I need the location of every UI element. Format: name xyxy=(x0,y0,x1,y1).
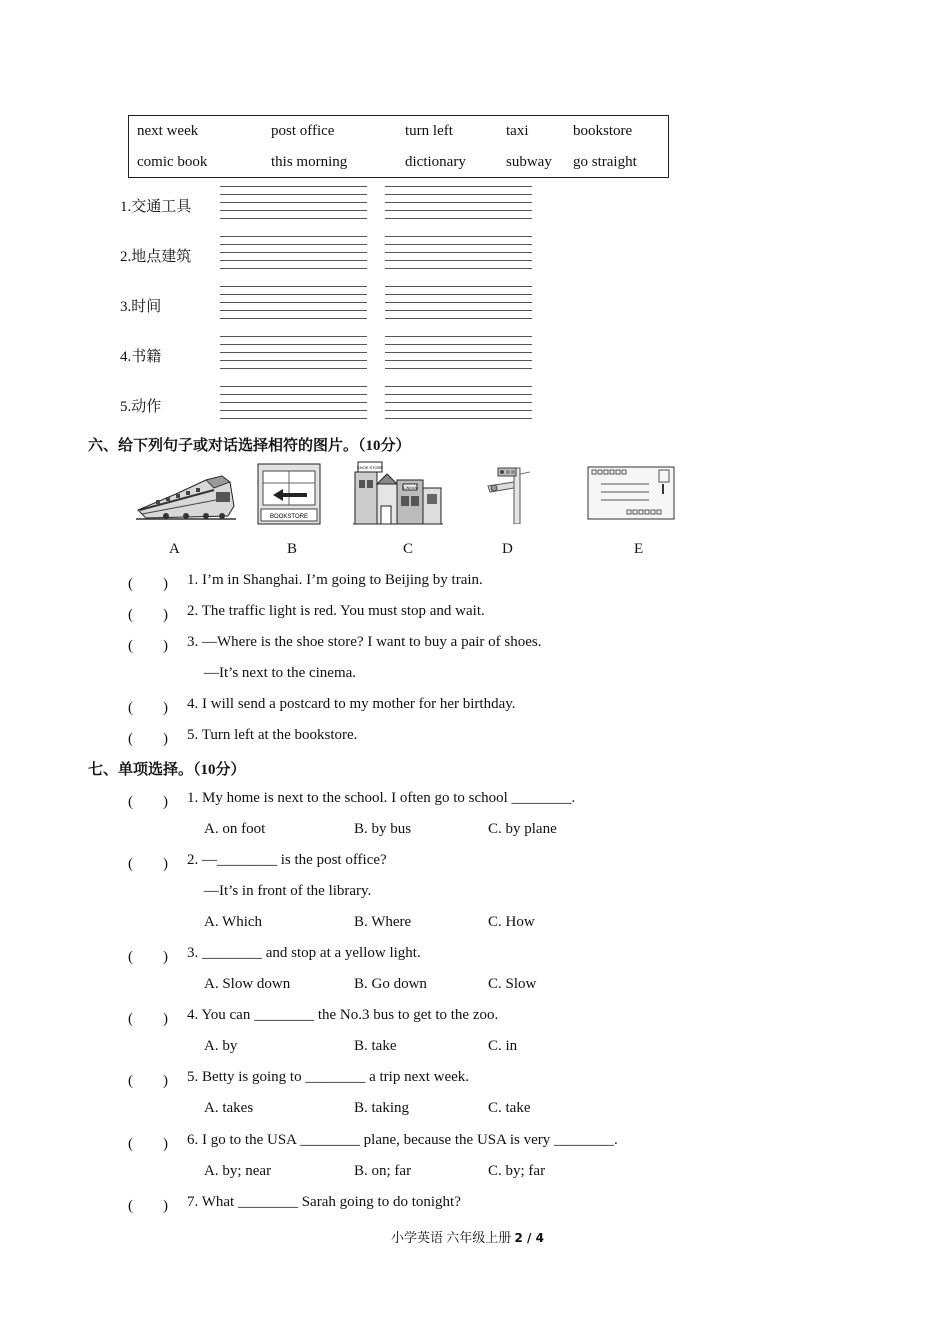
category-time: 3.时间 xyxy=(120,299,162,315)
answer-blank[interactable]: ( ) xyxy=(128,1136,168,1152)
s6-item-3-reply: —It’s next to the cinema. xyxy=(204,665,357,681)
answer-line xyxy=(385,294,532,295)
answer-blank[interactable]: ( ) xyxy=(128,700,168,716)
shoe-store-sign: SHOE STORE xyxy=(356,465,384,470)
answer-line xyxy=(385,318,532,319)
answer-line xyxy=(220,186,367,187)
s6-item-3: 3. —Where is the shoe store? I want to buy a pair of shoes. xyxy=(187,634,542,650)
cinema-sign: CINEMA xyxy=(403,486,417,490)
answer-line xyxy=(385,410,532,411)
answer-line xyxy=(220,368,367,369)
answer-line xyxy=(385,310,532,311)
answer-line xyxy=(220,410,367,411)
answer-line xyxy=(220,336,367,337)
answer-line xyxy=(385,260,532,261)
train-picture xyxy=(136,466,236,522)
answer-line xyxy=(220,318,367,319)
answer-line xyxy=(220,210,367,211)
answer-line xyxy=(385,218,532,219)
picture-label-d: D xyxy=(502,541,513,557)
word-post-office: post office xyxy=(271,123,335,139)
answer-line xyxy=(220,418,367,419)
s7-q4: 4. You can ________ the No.3 bus to get to the zoo. xyxy=(187,1007,499,1023)
answer-line xyxy=(220,402,367,403)
answer-line xyxy=(220,244,367,245)
answer-line xyxy=(220,194,367,195)
answer-line-group[interactable] xyxy=(385,386,532,426)
category-books: 4.书籍 xyxy=(120,349,162,365)
s7-q5-option-a: A. takes xyxy=(204,1100,254,1116)
answer-line xyxy=(385,368,532,369)
answer-line xyxy=(220,202,367,203)
section6-title: 六、给下列句子或对话选择相符的图片。（10分） xyxy=(88,438,411,454)
answer-line xyxy=(220,310,367,311)
answer-line xyxy=(220,218,367,219)
answer-line xyxy=(220,302,367,303)
answer-line xyxy=(385,360,532,361)
shoe-store-picture xyxy=(353,460,443,526)
s7-q2-option-b: B. Where xyxy=(354,914,412,930)
category-actions: 5.动作 xyxy=(120,399,162,415)
answer-line xyxy=(220,352,367,353)
word-turn-left: turn left xyxy=(405,123,453,139)
answer-line xyxy=(385,194,532,195)
s7-q3: 3. ________ and stop at a yellow light. xyxy=(187,945,421,961)
answer-line xyxy=(220,394,367,395)
answer-line xyxy=(220,286,367,287)
answer-line xyxy=(385,418,532,419)
word-go-straight: go straight xyxy=(573,154,637,170)
answer-blank[interactable]: ( ) xyxy=(128,794,168,810)
page-footer xyxy=(391,1227,544,1246)
word-comic-book: comic book xyxy=(137,154,208,170)
answer-line xyxy=(385,186,532,187)
footer-text: 小学英语 六年级上册 xyxy=(391,1230,515,1245)
picture-label-c: C xyxy=(403,541,414,557)
picture-label-b: B xyxy=(287,541,298,557)
s7-q6-option-b: B. on; far xyxy=(354,1163,412,1179)
postcard-picture xyxy=(587,466,675,520)
answer-blank[interactable]: ( ) xyxy=(128,1073,168,1089)
s7-q3-option-b: B. Go down xyxy=(354,976,427,992)
word-subway: subway xyxy=(506,154,552,170)
word-taxi: taxi xyxy=(506,123,529,139)
word-next-week: next week xyxy=(137,123,199,139)
s7-q6: 6. I go to the USA ________ plane, because the USA is very ________. xyxy=(187,1132,618,1148)
picture-label-e: E xyxy=(634,541,644,557)
s7-q6-option-c: C. by; far xyxy=(488,1163,546,1179)
s7-q2-option-c: C. How xyxy=(488,914,535,930)
answer-blank[interactable]: ( ) xyxy=(128,1011,168,1027)
s7-q7: 7. What ________ Sarah going to do tonight? xyxy=(187,1194,461,1210)
picture-label-a: A xyxy=(169,541,180,557)
s7-q6-option-a: A. by; near xyxy=(204,1163,272,1179)
s7-q4-option-a: A. by xyxy=(204,1038,238,1054)
answer-line xyxy=(385,202,532,203)
s7-q3-option-a: A. Slow down xyxy=(204,976,291,992)
answer-line-group[interactable] xyxy=(220,186,367,226)
answer-line xyxy=(385,268,532,269)
answer-line xyxy=(220,386,367,387)
s7-q5-option-b: B. taking xyxy=(354,1100,409,1116)
answer-line xyxy=(220,260,367,261)
answer-line-group[interactable] xyxy=(220,286,367,326)
answer-line xyxy=(385,344,532,345)
answer-blank[interactable]: ( ) xyxy=(128,607,168,623)
answer-line xyxy=(385,236,532,237)
answer-blank[interactable]: ( ) xyxy=(128,1198,168,1214)
answer-line-group[interactable] xyxy=(385,186,532,226)
s7-q3-option-c: C. Slow xyxy=(488,976,537,992)
s6-item-5: 5. Turn left at the bookstore. xyxy=(187,727,358,743)
answer-line-group[interactable] xyxy=(220,386,367,426)
answer-line xyxy=(220,294,367,295)
answer-line xyxy=(385,402,532,403)
answer-line xyxy=(220,252,367,253)
answer-line-group[interactable] xyxy=(385,336,532,376)
s7-q4-option-c: C. in xyxy=(488,1038,518,1054)
s7-q1: 1. My home is next to the school. I often go to school ________. xyxy=(187,790,576,806)
answer-line xyxy=(220,344,367,345)
word-box xyxy=(128,115,669,178)
answer-line xyxy=(385,386,532,387)
category-transport: 1.交通工具 xyxy=(120,199,192,215)
s7-q2-reply: —It’s in front of the library. xyxy=(204,883,372,899)
answer-blank[interactable]: ( ) xyxy=(128,576,168,592)
answer-line xyxy=(385,286,532,287)
answer-blank[interactable]: ( ) xyxy=(128,731,168,747)
answer-line-group[interactable] xyxy=(385,286,532,326)
s7-q1-option-a: A. on foot xyxy=(204,821,266,837)
answer-line xyxy=(220,236,367,237)
s6-item-1: 1. I’m in Shanghai. I’m going to Beijing by train. xyxy=(187,572,483,588)
traffic-light-picture xyxy=(484,464,532,524)
category-places: 2.地点建筑 xyxy=(120,249,192,265)
word-this-morning: this morning xyxy=(271,154,348,170)
answer-line xyxy=(385,210,532,211)
answer-line-group[interactable] xyxy=(220,336,367,376)
section7-title: 七、单项选择。（10分） xyxy=(88,762,246,778)
page-number: 2 / 4 xyxy=(514,1231,544,1245)
bookstore-picture xyxy=(257,463,321,525)
answer-line xyxy=(385,244,532,245)
s6-item-4: 4. I will send a postcard to my mother for her birthday. xyxy=(187,696,516,712)
s7-q2-option-a: A. Which xyxy=(204,914,263,930)
word-bookstore: bookstore xyxy=(573,123,633,139)
answer-line xyxy=(220,268,367,269)
answer-line xyxy=(385,352,532,353)
answer-line xyxy=(385,394,532,395)
answer-line xyxy=(220,360,367,361)
s7-q4-option-b: B. take xyxy=(354,1038,397,1054)
s7-q5-option-c: C. take xyxy=(488,1100,531,1116)
s6-item-2: 2. The traffic light is red. You must stop and wait. xyxy=(187,603,485,619)
s7-q2: 2. —________ is the post office? xyxy=(187,852,387,868)
answer-line-group[interactable] xyxy=(220,236,367,276)
s7-q1-option-c: C. by plane xyxy=(488,821,557,837)
answer-blank[interactable]: ( ) xyxy=(128,949,168,965)
answer-line-group[interactable] xyxy=(385,236,532,276)
answer-blank[interactable]: ( ) xyxy=(128,638,168,654)
answer-blank[interactable]: ( ) xyxy=(128,856,168,872)
word-dictionary: dictionary xyxy=(405,154,466,170)
answer-line xyxy=(385,336,532,337)
answer-line xyxy=(385,252,532,253)
s7-q5: 5. Betty is going to ________ a trip next week. xyxy=(187,1069,470,1085)
bookstore-sign: BOOKSTORE xyxy=(270,514,308,520)
answer-line xyxy=(385,302,532,303)
s7-q1-option-b: B. by bus xyxy=(354,821,412,837)
